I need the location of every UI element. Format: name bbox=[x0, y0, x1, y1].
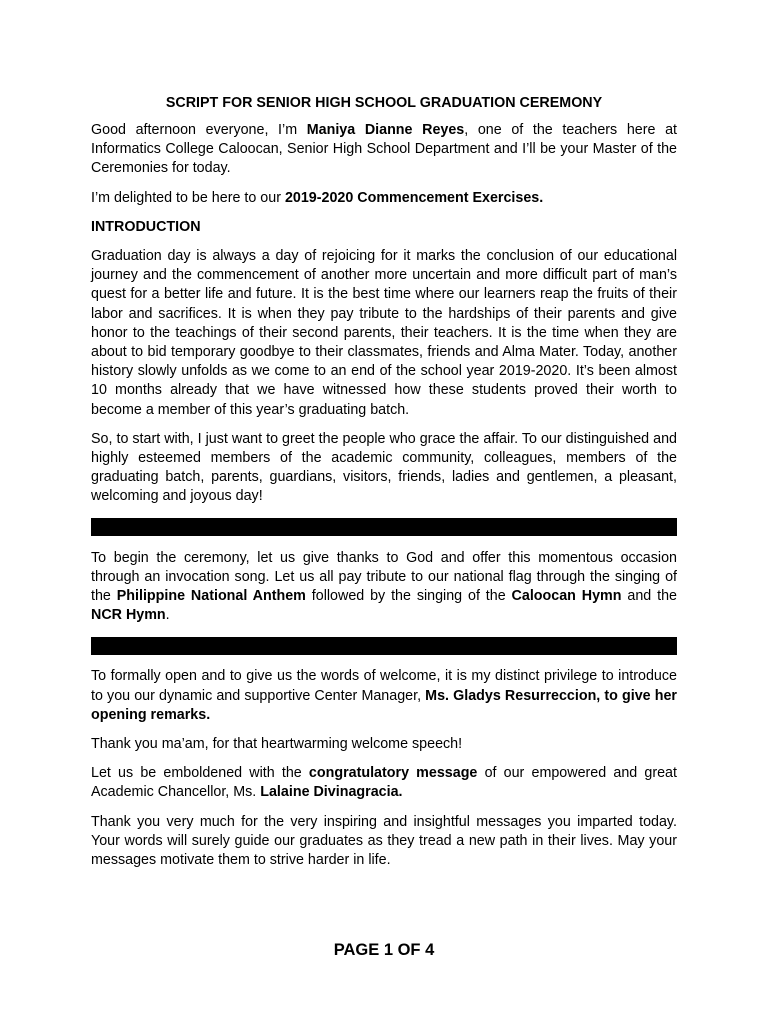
greeting-text: Good afternoon everyone, I’m bbox=[91, 122, 307, 138]
congrat-message: congratulatory message bbox=[308, 765, 478, 782]
invocation-text-3: and the bbox=[621, 588, 677, 605]
invocation-text-2: followed by the singing of the bbox=[305, 588, 512, 605]
ncr-hymn: NCR Hymn bbox=[91, 607, 166, 624]
invocation-text: To begin the ceremony, let us give thanks to God and offer this momentous occasion through an invocation song. Let us all pay tribute to our national flag through the singing of the bbox=[91, 549, 677, 605]
page-number: PAGE 1 OF 4 bbox=[333, 941, 435, 959]
redaction-bar bbox=[91, 518, 677, 536]
greeting-paragraph bbox=[91, 121, 677, 179]
document-page bbox=[91, 0, 677, 870]
delighted-paragraph bbox=[91, 189, 677, 208]
chancellor-name: Lalaine Divinagracia. bbox=[260, 784, 403, 801]
invocation-period: . bbox=[165, 607, 170, 624]
introduction-paragraph: Graduation day is always a day of rejoicing for it marks the conclusion of our educational journey and the commencement of another more uncertain and more difficult part of man’s quest for a better life and future. It is the best time where our learners reap the fruits of their labor and sacrifices. It is when they pay tribute to the hardships of their parents and give honor to the teachings of their second parents, their teachers. It is the time when they are about to bid temporary goodbye to their classmates, friends and Alma Mater. Today, another history slowly unfolds as we come to an end of the school year 2019-2020. It’s been almost 10 months already that we have witnessed how these students proved their worth to become a member of this year’s graduating batch. bbox=[91, 248, 677, 418]
greeting-text-cont: , one of the teachers here at Informatics College Caloocan, Senior High School Department and I’ll be your Master of the Ceremonies for today. bbox=[91, 122, 677, 177]
introduction-heading: INTRODUCTION bbox=[91, 218, 201, 235]
opening-text: To formally open and to give us the words of welcome, it is my distinct privilege to introduce to you our dynamic and supportive Center Manager, bbox=[91, 668, 677, 704]
congrat-text: Let us be emboldened with the bbox=[91, 765, 309, 782]
congratulatory-paragraph bbox=[91, 764, 677, 802]
event-name: 2019-2020 Commencement Exercises. bbox=[284, 189, 544, 206]
closing-thanks-paragraph: Thank you very much for the very inspiring and insightful messages you imparted today. Your words will surely guide our graduates as they tread a new path in their lives. May your messages motivate them to strive harder in life. bbox=[91, 813, 677, 869]
redaction-bar bbox=[91, 637, 677, 655]
center-manager-name: Ms. Gladys Resurreccion, to give her opening remarks. bbox=[91, 687, 677, 723]
anthem-name: Philippine National Anthem bbox=[116, 588, 306, 605]
thank-you-paragraph: Thank you ma’am, for that heartwarming welcome speech! bbox=[91, 736, 463, 753]
opening-remarks-paragraph bbox=[91, 667, 677, 725]
congrat-text-2: of our empowered and great Academic Chancellor, Ms. bbox=[91, 765, 677, 801]
document-title: SCRIPT FOR SENIOR HIGH SCHOOL GRADUATION CEREMONY bbox=[165, 95, 603, 111]
mc-name: Maniya Dianne Reyes bbox=[306, 122, 465, 138]
caloocan-hymn: Caloocan Hymn bbox=[511, 588, 622, 605]
greeting-guests-paragraph: So, to start with, I just want to greet the people who grace the affair. To our distinguished and highly esteemed members of the academic community, colleagues, members of the graduating batch, parents, guardians, visitors, friends, ladies and gentlemen, a pleasant, welcoming and joyous day! bbox=[91, 430, 677, 505]
delighted-text: I’m delighted to be here to our bbox=[91, 189, 285, 206]
invocation-paragraph bbox=[91, 549, 677, 626]
